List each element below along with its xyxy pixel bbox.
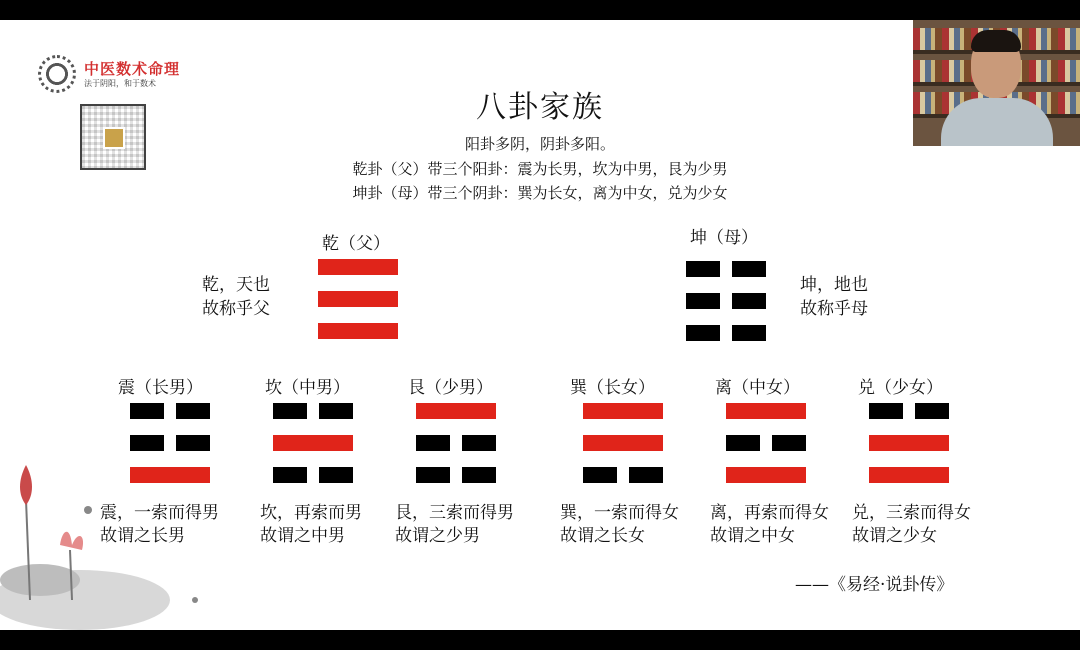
yang-line xyxy=(869,467,949,483)
zhen-desc-2: 故谓之长男 xyxy=(100,526,185,546)
logo-title: 中医数术命理 xyxy=(84,60,181,78)
kun-desc-2: 故称乎母 xyxy=(800,299,868,319)
lotus-decoration-icon xyxy=(0,450,220,630)
kan-label: 坎（中男） xyxy=(265,378,350,398)
yang-line xyxy=(273,435,353,451)
kun-trigram xyxy=(686,261,766,341)
dui-label: 兑（少女） xyxy=(858,378,943,398)
gen-desc-1: 艮，三索而得男 xyxy=(395,503,514,523)
kan-desc-2: 故谓之中男 xyxy=(260,526,345,546)
yang-line xyxy=(318,323,398,339)
yin-line xyxy=(686,325,766,341)
kun-desc-1: 坤，地也 xyxy=(800,275,868,295)
presenter-webcam xyxy=(913,20,1080,146)
zhen-label: 震（长男） xyxy=(118,378,203,398)
xun-desc-1: 巽，一索而得女 xyxy=(560,503,679,523)
logo-subtitle: 法于阴阳，和于数术 xyxy=(84,79,156,88)
li-label: 离（中女） xyxy=(715,378,800,398)
li-desc-2: 故谓之中女 xyxy=(710,526,795,546)
slide-title: 八卦家族 xyxy=(476,90,604,125)
qian-desc-1: 乾，天也 xyxy=(202,275,270,295)
yang-line xyxy=(318,259,398,275)
yin-line xyxy=(869,403,949,419)
yin-line xyxy=(273,403,353,419)
kan-trigram xyxy=(273,403,353,483)
rule-line-1: 阳卦多阴，阴卦多阳。 xyxy=(464,135,615,153)
kun-label: 坤（母） xyxy=(690,228,758,248)
yin-line xyxy=(686,261,766,277)
gen-trigram xyxy=(416,403,496,483)
li-trigram xyxy=(726,403,806,483)
zhen-desc-1: 震，一索而得男 xyxy=(100,503,219,523)
rule-line-2: 乾卦（父）带三个阳卦：震为长男，坎为中男，艮为少男 xyxy=(352,160,728,178)
xun-trigram xyxy=(583,403,663,483)
dui-trigram xyxy=(869,403,949,483)
xun-label: 巽（长女） xyxy=(570,378,655,398)
yang-line xyxy=(318,291,398,307)
yin-line xyxy=(416,467,496,483)
qian-trigram xyxy=(318,259,398,339)
source-quote: ——《易经·说卦传》 xyxy=(795,575,954,595)
qian-label: 乾（父） xyxy=(322,234,390,254)
yin-line xyxy=(273,467,353,483)
yin-line xyxy=(583,467,663,483)
yang-line xyxy=(416,403,496,419)
gen-label: 艮（少男） xyxy=(408,378,493,398)
yin-line xyxy=(686,293,766,309)
dui-desc-1: 兑，三索而得女 xyxy=(852,503,971,523)
gen-desc-2: 故谓之少男 xyxy=(395,526,480,546)
yang-line xyxy=(726,403,806,419)
yin-line xyxy=(130,403,210,419)
xun-desc-2: 故谓之长女 xyxy=(560,526,645,546)
yang-line xyxy=(726,467,806,483)
dui-desc-2: 故谓之少女 xyxy=(852,526,937,546)
kan-desc-1: 坎，再索而男 xyxy=(260,503,362,523)
yang-line xyxy=(583,403,663,419)
rule-line-3: 坤卦（母）带三个阴卦：巽为长女，离为中女，兑为少女 xyxy=(352,184,728,202)
yin-line xyxy=(130,435,210,451)
presentation-slide xyxy=(0,20,1080,630)
yang-line xyxy=(583,435,663,451)
yang-line xyxy=(869,435,949,451)
yin-line xyxy=(416,435,496,451)
qian-desc-2: 故称乎父 xyxy=(202,299,270,319)
li-desc-1: 离，再索而得女 xyxy=(710,503,829,523)
yin-line xyxy=(726,435,806,451)
